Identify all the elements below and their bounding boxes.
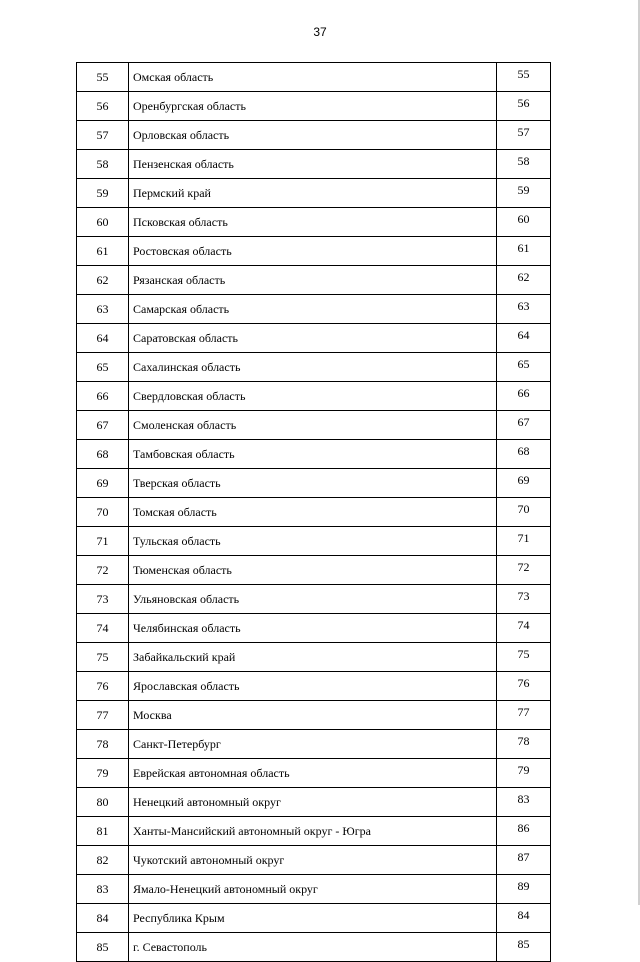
row-number-cell: 57	[77, 121, 129, 150]
row-number-cell: 72	[77, 556, 129, 585]
row-number-cell: 63	[77, 295, 129, 324]
region-name-cell: Омская область	[129, 63, 497, 92]
table-row	[77, 92, 551, 121]
row-number-cell: 73	[77, 585, 129, 614]
region-code-cell: 85	[497, 933, 551, 962]
table-row	[77, 440, 551, 469]
region-code-cell: 69	[497, 469, 551, 498]
table-row	[77, 266, 551, 295]
region-name-cell: Челябинская область	[129, 614, 497, 643]
region-code-cell: 63	[497, 295, 551, 324]
table-row	[77, 411, 551, 440]
table-row	[77, 208, 551, 237]
region-code-cell: 68	[497, 440, 551, 469]
region-name-cell: Свердловская область	[129, 382, 497, 411]
row-number-cell: 76	[77, 672, 129, 701]
row-number-cell: 56	[77, 92, 129, 121]
table-row	[77, 672, 551, 701]
row-number-cell: 85	[77, 933, 129, 962]
table-row	[77, 179, 551, 208]
region-code-cell: 79	[497, 759, 551, 788]
row-number-cell: 61	[77, 237, 129, 266]
row-number-cell: 84	[77, 904, 129, 933]
table-row	[77, 846, 551, 875]
table-row	[77, 643, 551, 672]
region-name-cell: Пензенская область	[129, 150, 497, 179]
row-number-cell: 74	[77, 614, 129, 643]
region-code-cell: 74	[497, 614, 551, 643]
region-name-cell: г. Севастополь	[129, 933, 497, 962]
row-number-cell: 78	[77, 730, 129, 759]
regions-table-body	[77, 63, 551, 962]
row-number-cell: 60	[77, 208, 129, 237]
region-name-cell: Сахалинская область	[129, 353, 497, 382]
region-name-cell: Ханты-Мансийский автономный округ - Югра	[129, 817, 497, 846]
table-row	[77, 585, 551, 614]
table-row	[77, 933, 551, 962]
table-row	[77, 788, 551, 817]
region-name-cell: Ростовская область	[129, 237, 497, 266]
region-name-cell: Республика Крым	[129, 904, 497, 933]
region-code-cell: 60	[497, 208, 551, 237]
region-code-cell: 56	[497, 92, 551, 121]
region-name-cell: Псковская область	[129, 208, 497, 237]
table-row	[77, 150, 551, 179]
table-row	[77, 295, 551, 324]
table-row	[77, 237, 551, 266]
table-row	[77, 614, 551, 643]
region-code-cell: 62	[497, 266, 551, 295]
table-row	[77, 353, 551, 382]
region-name-cell: Ненецкий автономный округ	[129, 788, 497, 817]
row-number-cell: 82	[77, 846, 129, 875]
row-number-cell: 71	[77, 527, 129, 556]
region-name-cell: Еврейская автономная область	[129, 759, 497, 788]
region-name-cell: Санкт-Петербург	[129, 730, 497, 759]
row-number-cell: 68	[77, 440, 129, 469]
region-code-cell: 64	[497, 324, 551, 353]
region-name-cell: Забайкальский край	[129, 643, 497, 672]
table-row	[77, 875, 551, 904]
regions-table	[76, 62, 551, 962]
region-code-cell: 59	[497, 179, 551, 208]
region-code-cell: 86	[497, 817, 551, 846]
region-code-cell: 70	[497, 498, 551, 527]
region-code-cell: 84	[497, 904, 551, 933]
region-code-cell: 83	[497, 788, 551, 817]
region-name-cell: Орловская область	[129, 121, 497, 150]
region-name-cell: Рязанская область	[129, 266, 497, 295]
region-code-cell: 76	[497, 672, 551, 701]
table-row	[77, 759, 551, 788]
region-code-cell: 66	[497, 382, 551, 411]
region-name-cell: Тюменская область	[129, 556, 497, 585]
region-code-cell: 73	[497, 585, 551, 614]
table-row	[77, 556, 551, 585]
region-name-cell: Тамбовская область	[129, 440, 497, 469]
region-name-cell: Смоленская область	[129, 411, 497, 440]
region-code-cell: 89	[497, 875, 551, 904]
row-number-cell: 75	[77, 643, 129, 672]
region-name-cell: Тульская область	[129, 527, 497, 556]
row-number-cell: 77	[77, 701, 129, 730]
region-name-cell: Ямало-Ненецкий автономный округ	[129, 875, 497, 904]
region-code-cell: 65	[497, 353, 551, 382]
row-number-cell: 70	[77, 498, 129, 527]
row-number-cell: 83	[77, 875, 129, 904]
row-number-cell: 59	[77, 179, 129, 208]
table-row	[77, 730, 551, 759]
table-row	[77, 527, 551, 556]
table-row	[77, 469, 551, 498]
region-name-cell: Чукотский автономный округ	[129, 846, 497, 875]
region-name-cell: Саратовская область	[129, 324, 497, 353]
table-row	[77, 904, 551, 933]
region-code-cell: 58	[497, 150, 551, 179]
table-row	[77, 498, 551, 527]
row-number-cell: 67	[77, 411, 129, 440]
region-code-cell: 67	[497, 411, 551, 440]
region-code-cell: 55	[497, 63, 551, 92]
row-number-cell: 65	[77, 353, 129, 382]
table-row	[77, 382, 551, 411]
region-code-cell: 77	[497, 701, 551, 730]
region-code-cell: 57	[497, 121, 551, 150]
region-code-cell: 61	[497, 237, 551, 266]
table-row	[77, 701, 551, 730]
region-name-cell: Ярославская область	[129, 672, 497, 701]
region-code-cell: 75	[497, 643, 551, 672]
row-number-cell: 66	[77, 382, 129, 411]
region-name-cell: Ульяновская область	[129, 585, 497, 614]
row-number-cell: 62	[77, 266, 129, 295]
table-row	[77, 817, 551, 846]
region-name-cell: Томская область	[129, 498, 497, 527]
region-code-cell: 72	[497, 556, 551, 585]
region-code-cell: 87	[497, 846, 551, 875]
row-number-cell: 55	[77, 63, 129, 92]
region-name-cell: Оренбургская область	[129, 92, 497, 121]
row-number-cell: 69	[77, 469, 129, 498]
region-name-cell: Москва	[129, 701, 497, 730]
table-row	[77, 324, 551, 353]
row-number-cell: 80	[77, 788, 129, 817]
region-name-cell: Пермский край	[129, 179, 497, 208]
region-name-cell: Самарская область	[129, 295, 497, 324]
row-number-cell: 64	[77, 324, 129, 353]
table-row	[77, 63, 551, 92]
region-code-cell: 78	[497, 730, 551, 759]
page-number: 37	[313, 25, 327, 39]
region-code-cell: 71	[497, 527, 551, 556]
region-name-cell: Тверская область	[129, 469, 497, 498]
table-row	[77, 121, 551, 150]
row-number-cell: 81	[77, 817, 129, 846]
row-number-cell: 58	[77, 150, 129, 179]
row-number-cell: 79	[77, 759, 129, 788]
